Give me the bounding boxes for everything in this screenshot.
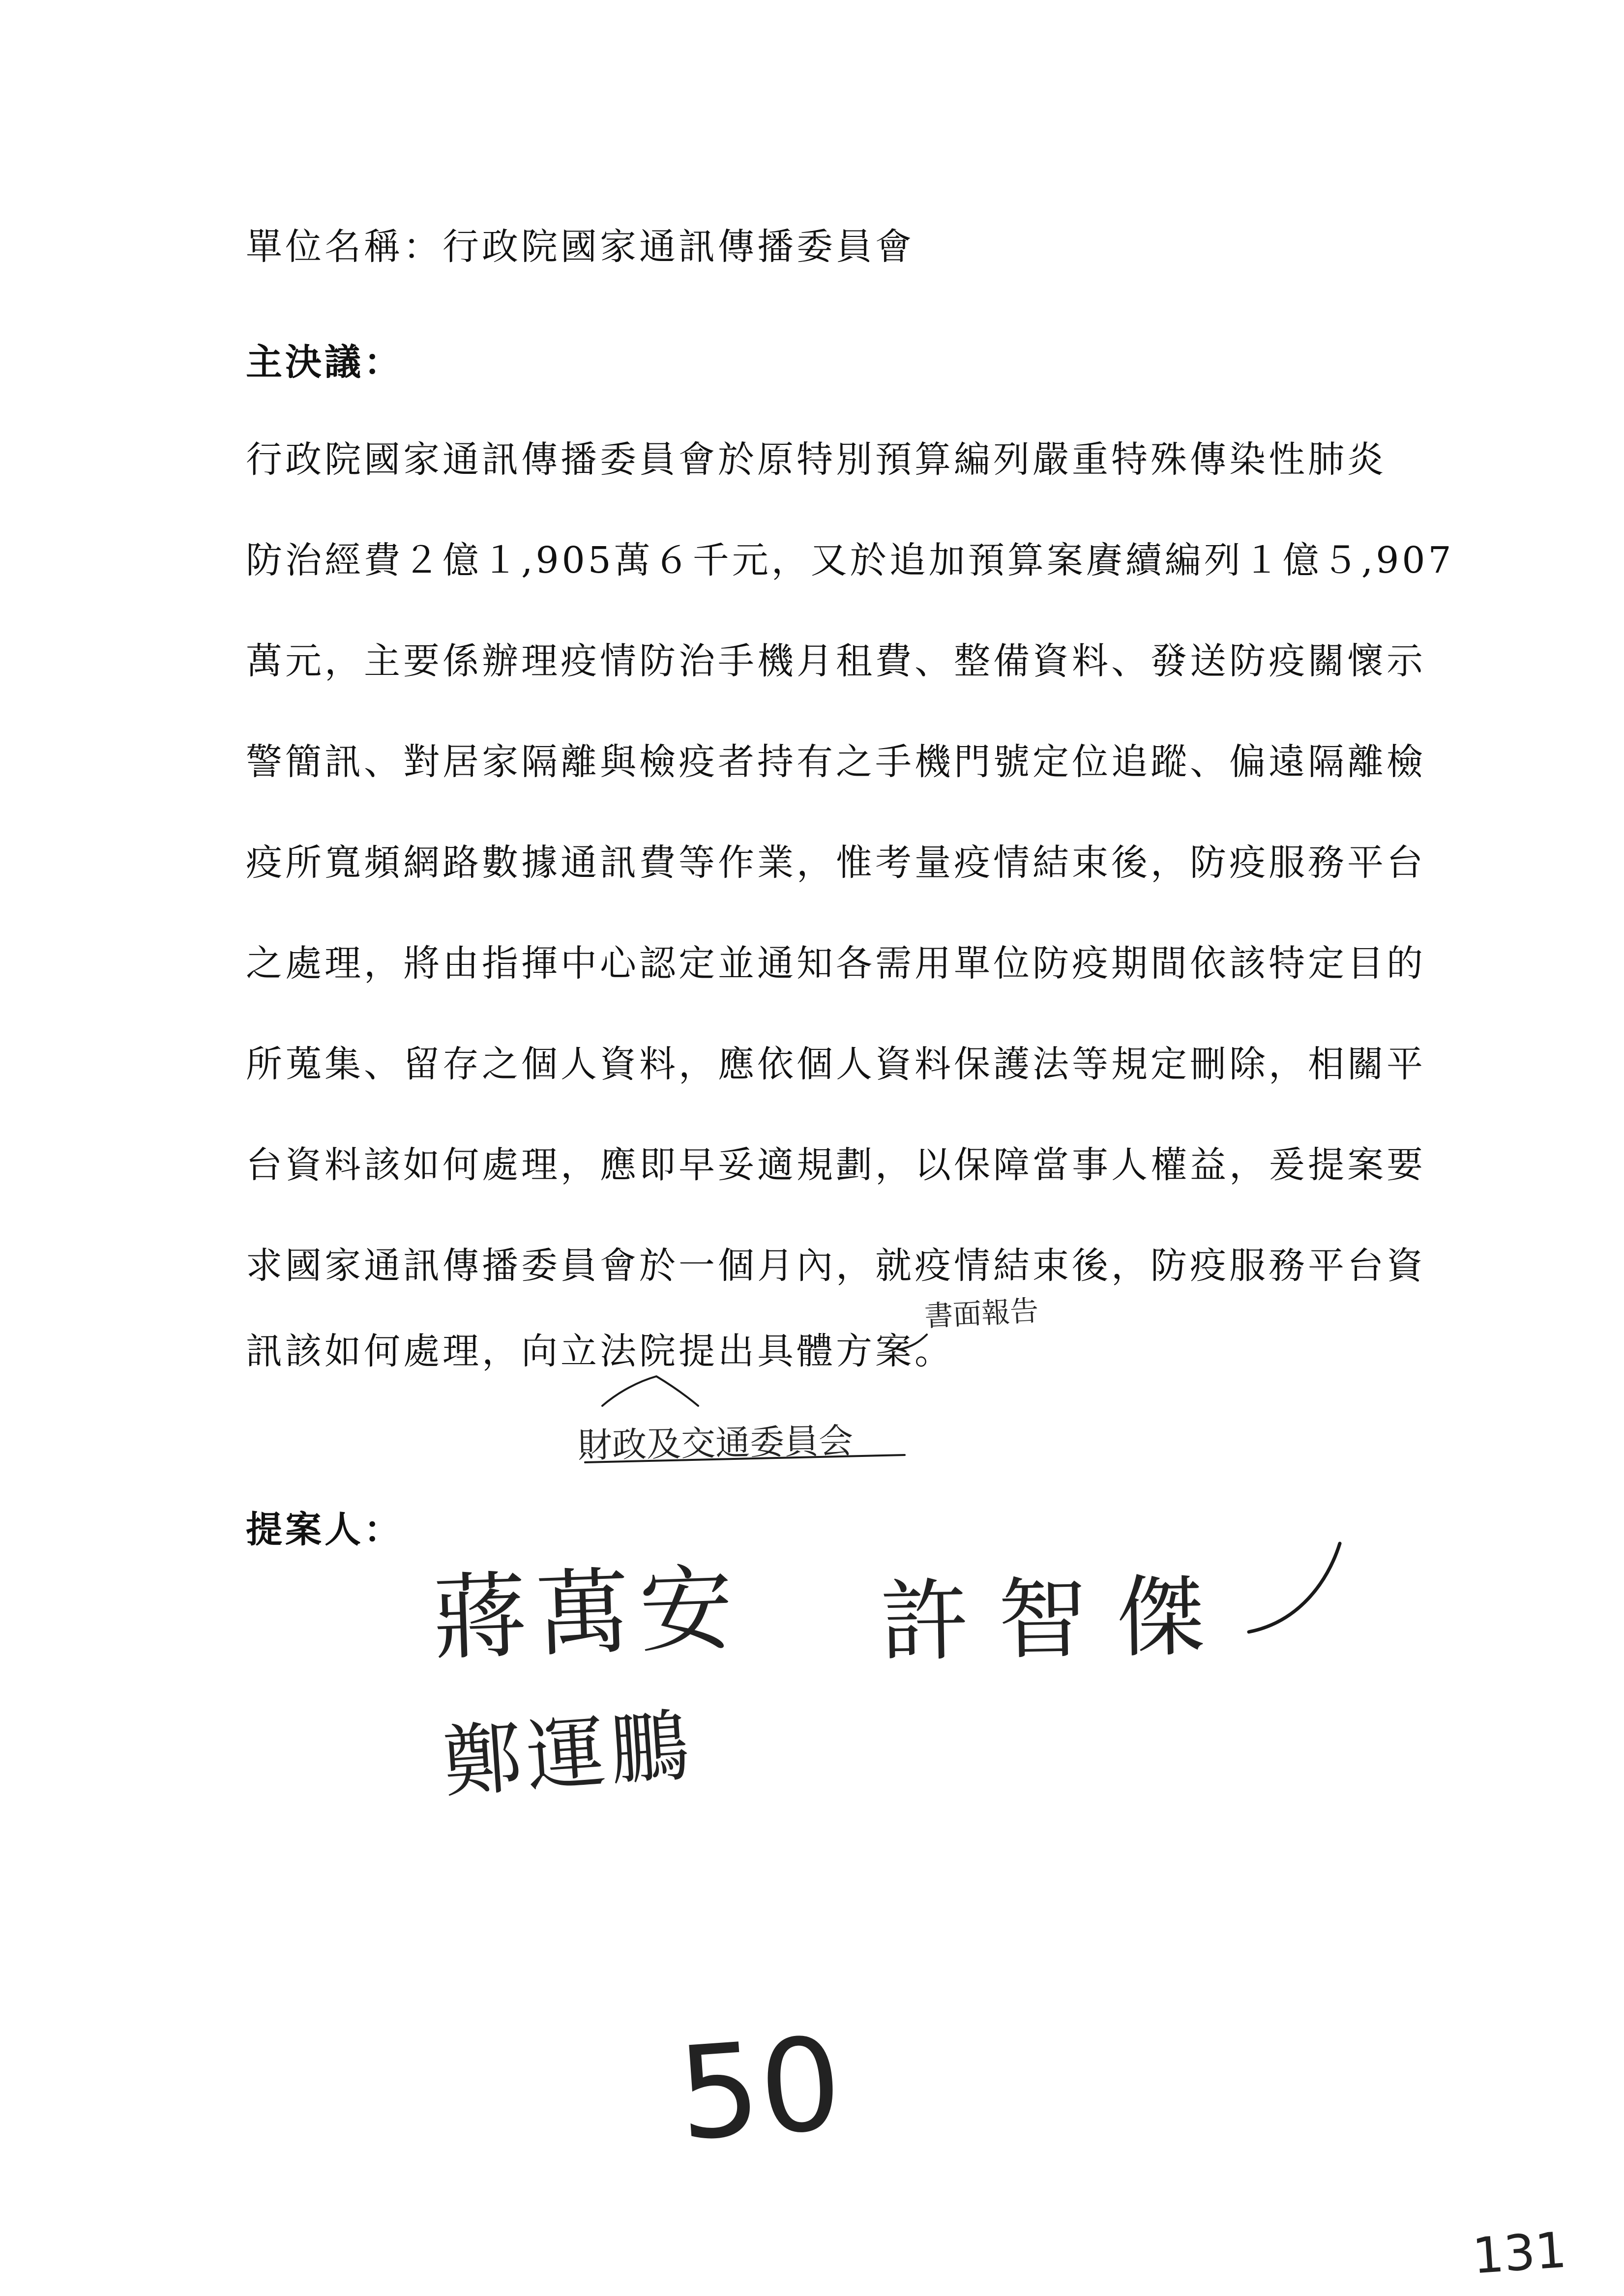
handwritten-number: 50 [673, 2009, 846, 2170]
body-line: 警簡訊、對居家隔離與檢疫者持有之手機門號定位追蹤、偏遠隔離檢 [246, 741, 1426, 783]
body-line: 之處理，將由指揮中心認定並通知各需用單位防疫期間依該特定目的 [246, 942, 1426, 985]
proposer-label: 提案人： [246, 1509, 403, 1551]
page-number: 131 [1471, 2221, 1568, 2285]
handwritten-insert-note: 書面報告 [923, 1293, 1039, 1334]
resolution-heading: 主決議： [246, 341, 403, 383]
body-line: 求國家通訊傳播委員會於一個月內，就疫情結束後，防疫服務平台資 [246, 1245, 1426, 1287]
signature-3: 鄭運鵬 [440, 1699, 697, 1809]
body-line: 台資料該如何處理，應即早妥適規劃，以保障當事人權益，爰提案要 [246, 1144, 1426, 1186]
signature-1: 蔣萬安 [431, 1554, 745, 1673]
unit-name-line: 單位名稱：行政院國家通訊傳播委員會 [246, 226, 915, 268]
body-line: 行政院國家通訊傳播委員會於原特別預算編列嚴重特殊傳染性肺炎 [246, 438, 1387, 481]
body-line: 訊該如何處理，向立法院提出具體方案。 [246, 1330, 954, 1372]
body-line: 防治經費２億１,905萬６千元，又於追加預算案賡續編列１億５,907 [246, 539, 1454, 581]
body-line: 所蒐集、留存之個人資料，應依個人資料保護法等規定刪除，相關平 [246, 1043, 1426, 1085]
signature-2: 許智傑 [879, 1565, 1236, 1674]
body-line: 萬元，主要係辦理疫情防治手機月租費、整備資料、發送防疫關懷示 [246, 640, 1426, 682]
body-line: 疫所寬頻網路數據通訊費等作業，惟考量疫情結束後，防疫服務平台 [246, 842, 1426, 884]
handwritten-committee-name: 財政及交通委員会 [577, 1421, 854, 1466]
